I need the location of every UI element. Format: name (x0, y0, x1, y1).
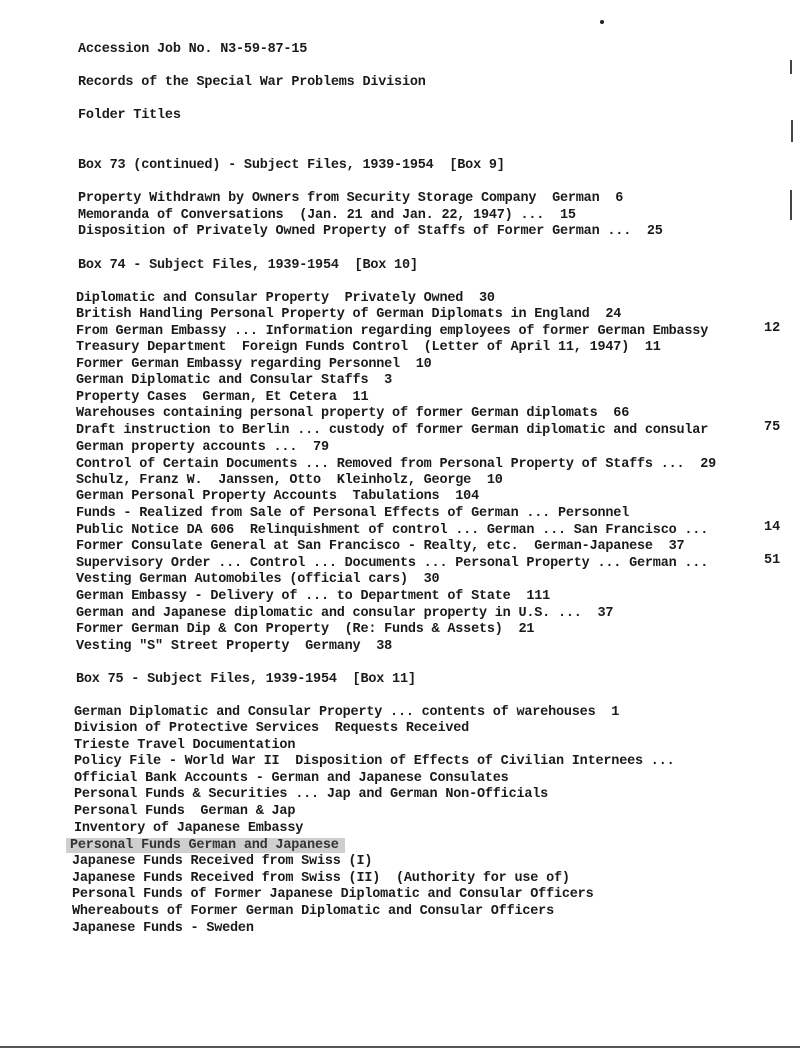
list-item: Supervisory Order ... Control ... Documents ... Personal Property ... German ... (76, 556, 709, 571)
list-item: Division of Protective Services Requests Received (74, 721, 470, 736)
box-74-heading: Box 74 - Subject Files, 1939-1954 [Box 10] (78, 258, 418, 273)
highlighted-folder-title: Personal Funds German and Japanese (66, 838, 345, 853)
list-item: Vesting German Automobiles (official cars) 30 (76, 572, 440, 587)
folder-titles-heading: Folder Titles (78, 108, 181, 123)
list-item: Official Bank Accounts - German and Japanese Consulates (74, 771, 509, 786)
list-item: Funds - Realized from Sale of Personal Effects of German ... Personnel (76, 506, 630, 521)
scan-bottom-edge (0, 1046, 800, 1048)
list-item: Property Withdrawn by Owners from Security Storage Company German 6 (78, 191, 624, 206)
list-item: German and Japanese diplomatic and consular property in U.S. ... 37 (76, 606, 614, 621)
stray-dot-mark (600, 20, 604, 24)
folder-number-right: 14 (764, 520, 781, 535)
list-item: Personal Funds & Securities ... Jap and German Non-Officials (74, 787, 549, 802)
box-73-heading: Box 73 (continued) - Subject Files, 1939-1954 [Box 9] (78, 158, 505, 173)
list-item: German property accounts ... 79 (76, 440, 329, 455)
list-item: Japanese Funds - Sweden (72, 921, 254, 936)
list-item: From German Embassy ... Information regarding employees of former German Embassy (76, 324, 709, 339)
list-item: Disposition of Privately Owned Property of Staffs of Former German ... 25 (78, 224, 663, 239)
list-item: Former Consulate General at San Francisco - Realty, etc. German-Japanese 37 (76, 539, 685, 554)
list-item: Diplomatic and Consular Property Privately Owned 30 (76, 291, 495, 306)
list-item: Vesting "S" Street Property Germany 38 (76, 639, 393, 654)
list-item: Former German Embassy regarding Personnel 10 (76, 357, 432, 372)
list-item: Japanese Funds Received from Swiss (II) (Authority for use of) (72, 871, 570, 886)
folder-number-right: 75 (764, 420, 781, 435)
list-item: Public Notice DA 606 Relinquishment of control ... German ... San Francisco ... (76, 523, 709, 538)
list-item: Personal Funds of Former Japanese Diplomatic and Consular Officers (72, 887, 594, 902)
list-item: Whereabouts of Former German Diplomatic and Consular Officers (72, 904, 554, 919)
list-item: British Handling Personal Property of German Diplomats in England 24 (76, 307, 622, 322)
list-item: German Diplomatic and Consular Staffs 3 (76, 373, 393, 388)
list-item: Property Cases German, Et Cetera 11 (76, 390, 369, 405)
folder-number-right: 51 (764, 553, 781, 568)
list-item: Treasury Department Foreign Funds Control (Letter of April 11, 1947) 11 (76, 340, 661, 355)
edge-scan-mark (790, 60, 792, 74)
list-item: Control of Certain Documents ... Removed from Personal Property of Staffs ... 29 (76, 457, 717, 472)
box-75-heading: Box 75 - Subject Files, 1939-1954 [Box 11] (76, 672, 416, 687)
list-item: German Personal Property Accounts Tabulations 104 (76, 489, 479, 504)
list-item: Memoranda of Conversations (Jan. 21 and Jan. 22, 1947) ... 15 (78, 208, 576, 223)
list-item: Japanese Funds Received from Swiss (I) (72, 854, 373, 869)
list-item: Draft instruction to Berlin ... custody of former German diplomatic and consular (76, 423, 709, 438)
edge-scan-mark (790, 190, 792, 220)
accession-number: Accession Job No. N3-59-87-15 (78, 42, 308, 57)
list-item: Former German Dip & Con Property (Re: Funds & Assets) 21 (76, 622, 535, 637)
list-item-highlighted (70, 838, 345, 855)
list-item: German Embassy - Delivery of ... to Department of State 111 (76, 589, 551, 604)
list-item: German Diplomatic and Consular Property ... contents of warehouses 1 (74, 705, 620, 720)
list-item: Policy File - World War II Disposition of Effects of Civilian Internees ... (74, 754, 675, 769)
records-title: Records of the Special War Problems Division (78, 75, 426, 90)
list-item: Personal Funds German & Jap (74, 804, 296, 819)
folder-number-right: 12 (764, 321, 781, 336)
list-item: Warehouses containing personal property of former German diplomats 66 (76, 406, 630, 421)
list-item: Schulz, Franz W. Janssen, Otto Kleinholz, George 10 (76, 473, 503, 488)
list-item: Trieste Travel Documentation (74, 738, 296, 753)
edge-scan-mark (791, 120, 793, 142)
list-item: Inventory of Japanese Embassy (74, 821, 304, 836)
